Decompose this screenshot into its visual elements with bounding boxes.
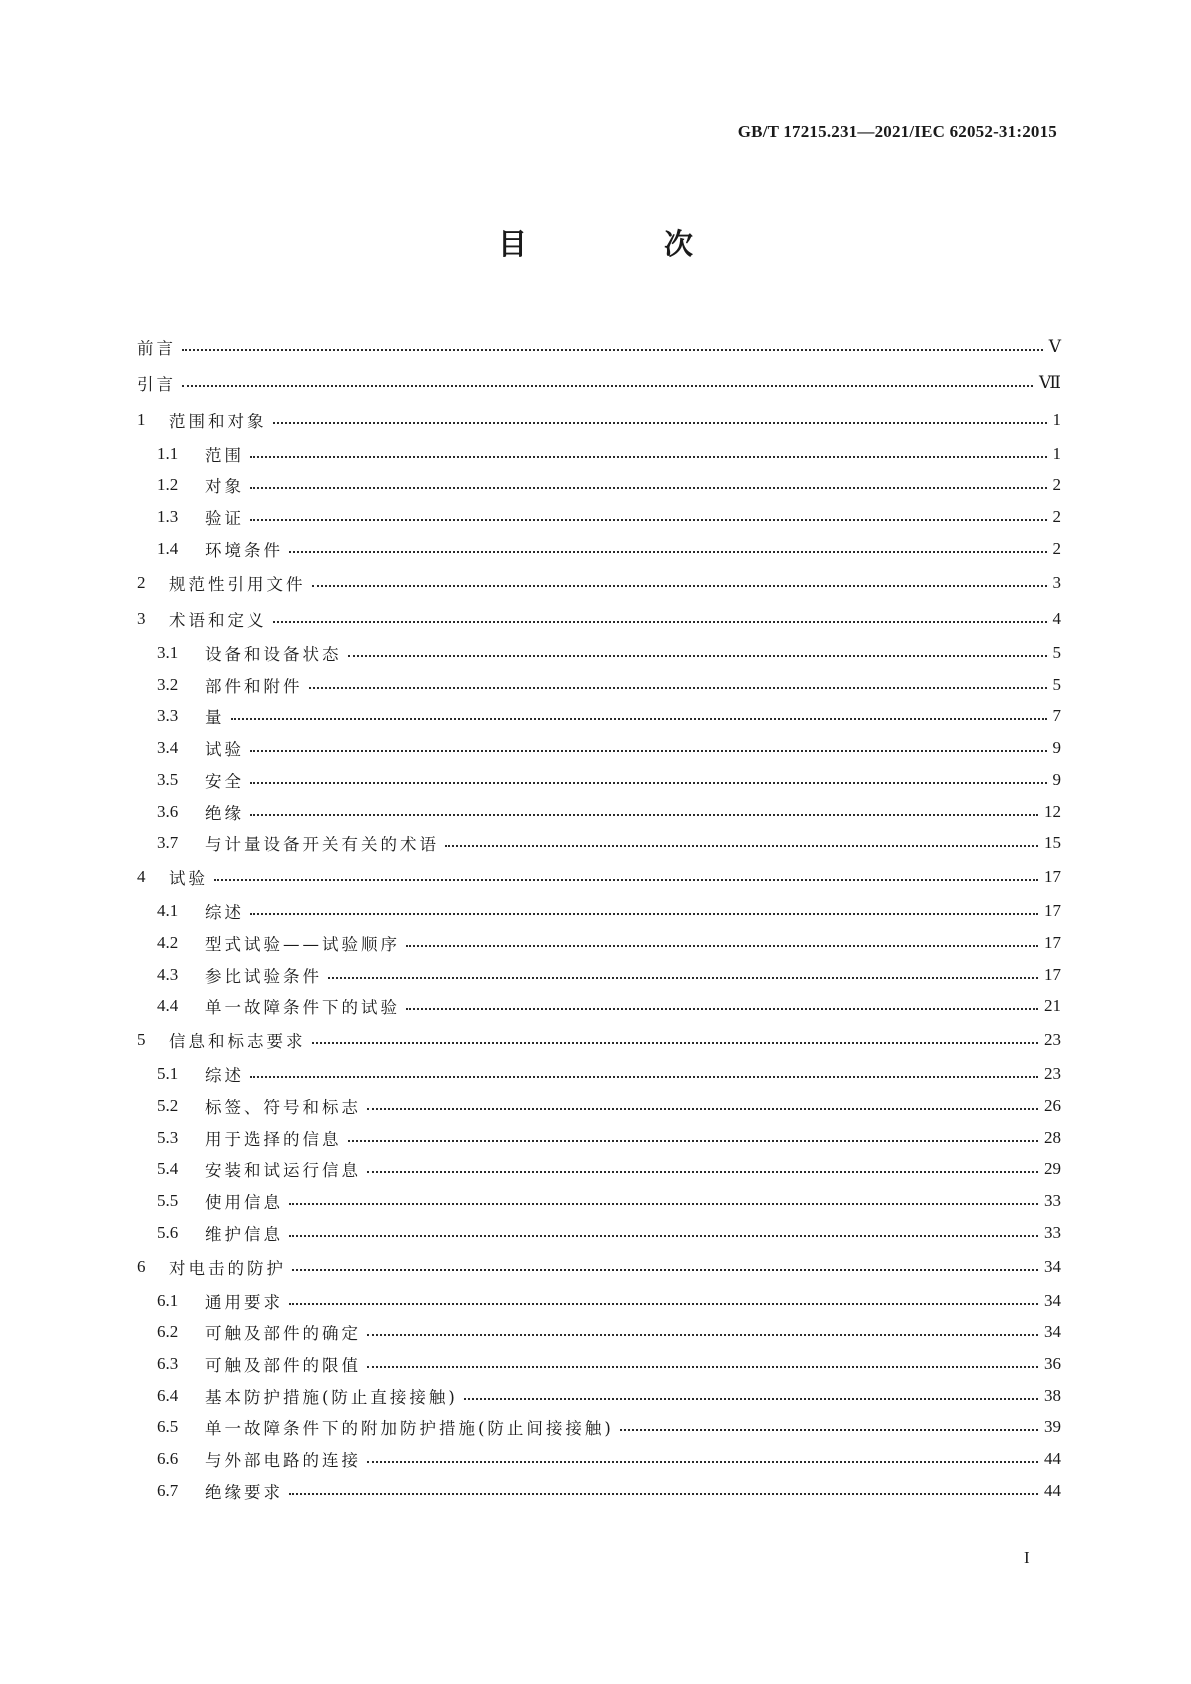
toc-section-entry[interactable] [137,895,1061,927]
toc-entry-number: 3.5 [157,769,179,789]
toc-section-entry[interactable] [137,533,1061,565]
toc-entry-page: 26 [1044,1095,1061,1115]
toc-entry-title: 可触及部件的确定 [205,1324,361,1344]
toc-dot-leader [445,843,1038,847]
standard-code: GB/T 17215.231—2021/IEC 62052-31:2015 [737,122,1057,141]
toc-entry-number: 6.5 [157,1417,179,1437]
toc-chapter-entry[interactable] [137,859,1061,895]
page-title: 目 次 [497,227,747,261]
toc-entry-number: 2 [137,572,146,592]
toc-entry-title: 安全 [205,771,244,791]
toc-entry-page: 1 [1052,443,1061,463]
toc-dot-leader [273,619,1047,623]
toc-entry-page: 21 [1044,996,1061,1016]
toc-entry-page: 36 [1044,1354,1061,1374]
toc-section-entry[interactable] [137,669,1061,701]
toc-entry-page: 2 [1052,475,1061,495]
toc-entry-title: 范围和对象 [169,411,267,431]
toc-dot-leader [367,1332,1038,1336]
toc-entry-page: 38 [1044,1385,1061,1405]
toc-entry-number: 6.6 [157,1449,179,1469]
toc-entry-title: 部件和附件 [205,676,303,696]
toc-entry-number: 6.2 [157,1322,179,1342]
toc-entry-number: 4.4 [157,996,179,1016]
toc-section-entry[interactable] [137,1348,1061,1380]
toc-dot-leader [292,1267,1038,1271]
toc-section-entry[interactable] [137,501,1061,533]
toc-section-entry[interactable] [137,1153,1061,1185]
toc-dot-leader [367,1106,1038,1110]
toc-entry-title: 量 [205,708,225,728]
toc-entry-number: 5.6 [157,1222,179,1242]
toc-entry-title: 对电击的防护 [169,1258,286,1278]
toc-section-entry[interactable] [137,1090,1061,1122]
toc-entry-page: 9 [1052,738,1061,758]
toc-entry-title: 可触及部件的限值 [205,1356,361,1376]
toc-dot-leader [289,549,1047,553]
toc-entry-page: 28 [1044,1127,1061,1147]
toc-entry-page: 34 [1044,1256,1061,1276]
toc-entry-page: 9 [1052,769,1061,789]
toc-entry-number: 1.4 [157,538,179,558]
toc-entry-number: 4.3 [157,964,179,984]
toc-entry-title: 术语和定义 [169,611,267,631]
toc-chapter-entry[interactable] [137,402,1061,438]
toc-entry-title: 参比试验条件 [205,966,322,986]
toc-entry-page: 17 [1044,964,1061,984]
toc-chapter-entry[interactable] [137,329,1061,365]
toc-entry-title: 范围 [205,445,244,465]
toc-entry-number: 1.3 [157,507,179,527]
page-number: I [1024,1548,1030,1567]
toc-entry-page: 23 [1044,1064,1061,1084]
toc-section-entry[interactable] [137,827,1061,859]
toc-section-entry[interactable] [137,764,1061,796]
toc-dot-leader [250,748,1047,752]
toc-entry-page: Ⅶ [1039,373,1061,393]
toc-entry-number: 5 [137,1030,146,1050]
toc-dot-leader [250,1074,1038,1078]
toc-entry-title: 前言 [137,339,176,359]
toc-entry-number: 3.4 [157,738,179,758]
toc-section-entry[interactable] [137,1285,1061,1317]
toc-entry-page: 1 [1052,409,1061,429]
toc-section-entry[interactable] [137,701,1061,733]
toc-entry-number: 1.1 [157,443,179,463]
toc-dot-leader [273,420,1047,424]
toc-dot-leader [289,1491,1038,1495]
toc-entry-title: 引言 [137,375,176,395]
toc-dot-leader [289,1301,1038,1305]
toc-dot-leader [250,780,1047,784]
toc-dot-leader [620,1427,1038,1431]
toc-dot-leader [250,454,1047,458]
toc-dot-leader [348,653,1047,657]
toc-entry-number: 6 [137,1256,146,1276]
toc-dot-leader [309,685,1047,689]
toc-entry-number: 5.5 [157,1190,179,1210]
toc-dot-leader [289,1233,1038,1237]
toc-section-entry[interactable] [137,796,1061,828]
toc-section-entry[interactable] [137,1412,1061,1444]
toc-entry-title: 环境条件 [205,540,283,560]
toc-entry-title: 与计量设备开关有关的术语 [205,835,439,855]
toc-entry-number: 1.2 [157,475,179,495]
toc-section-entry[interactable] [137,1217,1061,1249]
toc-dot-leader [367,1459,1038,1463]
toc-entry-page: 44 [1044,1480,1061,1500]
toc-dot-leader [367,1364,1038,1368]
toc-entry-page: 7 [1052,706,1061,726]
toc-dot-leader [231,716,1047,720]
toc-entry-page: 2 [1052,538,1061,558]
toc-entry-page: 5 [1052,643,1061,663]
toc-section-entry[interactable] [137,732,1061,764]
toc-dot-leader [464,1396,1038,1400]
toc-dot-leader [406,943,1038,947]
toc-dot-leader [367,1169,1038,1173]
toc-entry-title: 设备和设备状态 [205,645,342,665]
toc-dot-leader [250,517,1047,521]
toc-entry-number: 3.6 [157,801,179,821]
toc-entry-page: 15 [1044,833,1061,853]
toc-entry-number: 4 [137,867,146,887]
toc-section-entry[interactable] [137,1317,1061,1349]
toc-entry-number: 3.1 [157,643,179,663]
toc-dot-leader [312,1040,1039,1044]
toc-section-entry[interactable] [137,959,1061,991]
toc-entry-page: 44 [1044,1449,1061,1469]
toc-section-entry[interactable] [137,1380,1061,1412]
toc-entry-page: 4 [1052,609,1061,629]
toc-entry-number: 6.3 [157,1354,179,1374]
toc-section-entry[interactable] [137,927,1061,959]
toc-chapter-entry[interactable] [137,1249,1061,1285]
toc-section-entry[interactable] [137,1443,1061,1475]
toc-entry-title: 使用信息 [205,1192,283,1212]
toc-entry-page: 5 [1052,674,1061,694]
toc-chapter-entry[interactable] [137,565,1061,601]
toc-entry-page: 3 [1052,572,1061,592]
toc-entry-page: 17 [1044,901,1061,921]
toc-dot-leader [348,1138,1039,1142]
toc-chapter-entry[interactable] [137,1022,1061,1058]
toc-entry-number: 5.3 [157,1127,179,1147]
toc-entry-title: 安装和试运行信息 [205,1161,361,1181]
toc-section-entry[interactable] [137,1475,1061,1507]
toc-entry-number: 3 [137,609,146,629]
toc-entry-title: 规范性引用文件 [169,574,306,594]
toc-entry-title: 综述 [205,1066,244,1086]
toc-entry-page: 33 [1044,1222,1061,1242]
toc-entry-page: Ⅴ [1048,337,1061,357]
toc-entry-number: 5.1 [157,1064,179,1084]
toc-dot-leader [250,911,1038,915]
toc-entry-title: 用于选择的信息 [205,1129,342,1149]
toc-entry-title: 试验 [169,869,208,889]
toc-dot-leader [328,975,1038,979]
toc-section-entry[interactable] [137,1122,1061,1154]
toc-entry-number: 4.1 [157,901,179,921]
toc-chapter-entry[interactable] [137,601,1061,637]
toc-chapter-entry[interactable] [137,365,1061,401]
toc-entry-title: 通用要求 [205,1292,283,1312]
toc-dot-leader [289,1201,1038,1205]
toc-entry-title: 绝缘 [205,803,244,823]
toc-dot-leader [250,812,1038,816]
toc-entry-page: 39 [1044,1417,1061,1437]
toc-entry-title: 验证 [205,509,244,529]
toc-dot-leader [406,1006,1038,1010]
toc-entry-title: 维护信息 [205,1224,283,1244]
toc-entry-title: 综述 [205,903,244,923]
toc-entry-number: 6.7 [157,1480,179,1500]
toc-entry-number: 1 [137,409,146,429]
toc-entry-title: 与外部电路的连接 [205,1451,361,1471]
toc-entry-number: 3.3 [157,706,179,726]
toc-entry-title: 绝缘要求 [205,1482,283,1502]
toc-section-entry[interactable] [137,470,1061,502]
toc-section-entry[interactable] [137,990,1061,1022]
toc-section-entry[interactable] [137,438,1061,470]
toc-entry-page: 17 [1044,932,1061,952]
toc-entry-title: 试验 [205,740,244,760]
toc-entry-number: 5.4 [157,1159,179,1179]
toc-entry-page: 34 [1044,1322,1061,1342]
toc-dot-leader [250,485,1047,489]
table-of-contents [137,329,1061,1507]
toc-entry-number: 5.2 [157,1095,179,1115]
toc-entry-title: 单一故障条件下的试验 [205,998,400,1018]
toc-entry-title: 标签、符号和标志 [205,1097,361,1117]
toc-entry-page: 12 [1044,801,1061,821]
toc-dot-leader [182,383,1033,387]
toc-dot-leader [312,583,1047,587]
toc-entry-number: 6.1 [157,1290,179,1310]
toc-entry-page: 29 [1044,1159,1061,1179]
toc-section-entry[interactable] [137,637,1061,669]
toc-entry-page: 33 [1044,1190,1061,1210]
toc-entry-title: 型式试验——试验顺序 [205,934,400,954]
toc-entry-title: 信息和标志要求 [169,1032,306,1052]
toc-dot-leader [182,347,1043,351]
toc-entry-number: 3.7 [157,833,179,853]
toc-entry-number: 3.2 [157,674,179,694]
toc-entry-page: 2 [1052,507,1061,527]
toc-entry-number: 6.4 [157,1385,179,1405]
toc-entry-title: 对象 [205,477,244,497]
toc-entry-number: 4.2 [157,932,179,952]
toc-entry-page: 34 [1044,1290,1061,1310]
toc-entry-title: 基本防护措施(防止直接接触) [205,1387,458,1407]
toc-section-entry[interactable] [137,1185,1061,1217]
toc-entry-page: 23 [1044,1030,1061,1050]
toc-entry-page: 17 [1044,867,1061,887]
toc-dot-leader [214,877,1038,881]
toc-section-entry[interactable] [137,1058,1061,1090]
toc-entry-title: 单一故障条件下的附加防护措施(防止间接接触) [205,1419,614,1439]
